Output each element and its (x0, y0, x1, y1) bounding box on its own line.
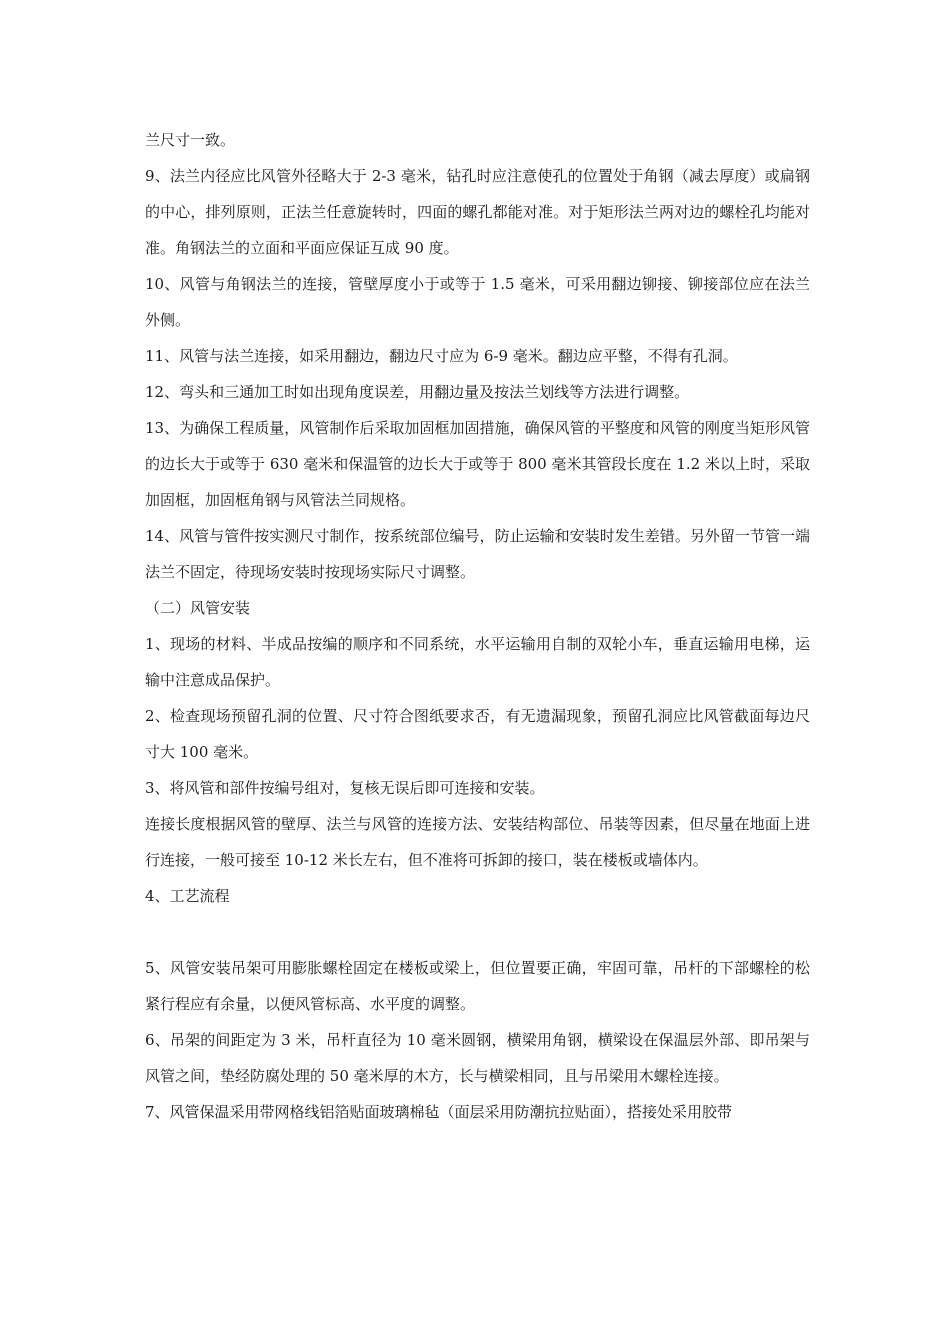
section-heading-duct-installation: （二）风管安装 (145, 599, 251, 617)
paragraph-item-11: 11、风管与法兰连接，如采用翻边，翻边尺寸应为 6-9 毫米。翻边应平整，不得有孔洞。 (145, 347, 738, 365)
paragraph-item-10: 10、风管与角钢法兰的连接，管壁厚度小于或等于 1.5 毫米，可采用翻边铆接、铆接部位应在法兰外侧。 (145, 275, 810, 329)
paragraph-connection-length: 连接长度根据风管的壁厚、法兰与风管的连接方法、安装结构部位、吊装等因素，但尽量在地面上进行连接，一般可接至 10-12 米长左右，但不准将可拆卸的接口，装在楼板或墙体内。 (145, 815, 810, 869)
paragraph-install-item-2: 2、检查现场预留孔洞的位置、尺寸符合图纸要求否，有无遗漏现象，预留孔洞应比风管截面每边尺寸大 100 毫米。 (145, 707, 810, 761)
paragraph-item-14: 14、风管与管件按实测尺寸制作，按系统部位编号，防止运输和安装时发生差错。另外留一节管一端法兰不固定，待现场安装时按现场实际尺寸调整。 (145, 527, 810, 581)
paragraph-item-13: 13、为确保工程质量，风管制作后采取加固框加固措施，确保风管的平整度和风管的刚度当矩形风管的边长大于或等于 630 毫米和保温管的边长大于或等于 800 毫米其管段长度在 1.2 米以上时，采取加固框，加固框角钢与风管法兰同规格。 (145, 419, 810, 509)
paragraph-install-item-5: 5、风管安装吊架可用膨胀螺栓固定在楼板或梁上，但位置要正确，牢固可靠，吊杆的下部螺栓的松紧行程应有余量，以便风管标高、水平度的调整。 (145, 959, 810, 1013)
blank-line (145, 914, 810, 950)
paragraph-item-9: 9、法兰内径应比风管外径略大于 2-3 毫米，钻孔时应注意使孔的位置处于角钢（减去厚度）或扁钢的中心，排列原则，正法兰任意旋转时，四面的螺孔都能对准。对于矩形法兰两对边的螺栓孔均能对准。角钢法兰的立面和平面应保证互成 90 度。 (145, 167, 810, 257)
paragraph-item-12: 12、弯头和三通加工时如出现角度误差，用翻边量及按法兰划线等方法进行调整。 (145, 383, 690, 401)
paragraph-install-item-6: 6、吊架的间距定为 3 米，吊杆直径为 10 毫米圆钢，横梁用角钢，横梁设在保温层外部、即吊架与风管之间，垫经防腐处理的 50 毫米厚的木方，长与横梁相同，且与吊梁用木螺栓连接。 (145, 1031, 810, 1085)
paragraph-install-item-7: 7、风管保温采用带网格线铝箔贴面玻璃棉毡（面层采用防潮抗拉贴面），搭接处采用胶带 (145, 1103, 733, 1121)
paragraph-install-item-1: 1、现场的材料、半成品按编的顺序和不同系统，水平运输用自制的双轮小车，垂直运输用电梯，运输中注意成品保护。 (145, 635, 810, 689)
paragraph-install-item-4: 4、工艺流程 (145, 887, 230, 905)
paragraph-flange-size-end: 兰尺寸一致。 (145, 131, 236, 149)
paragraph-install-item-3: 3、将风管和部件按编号组对，复核无误后即可连接和安装。 (145, 779, 545, 797)
document-body (145, 122, 810, 1130)
